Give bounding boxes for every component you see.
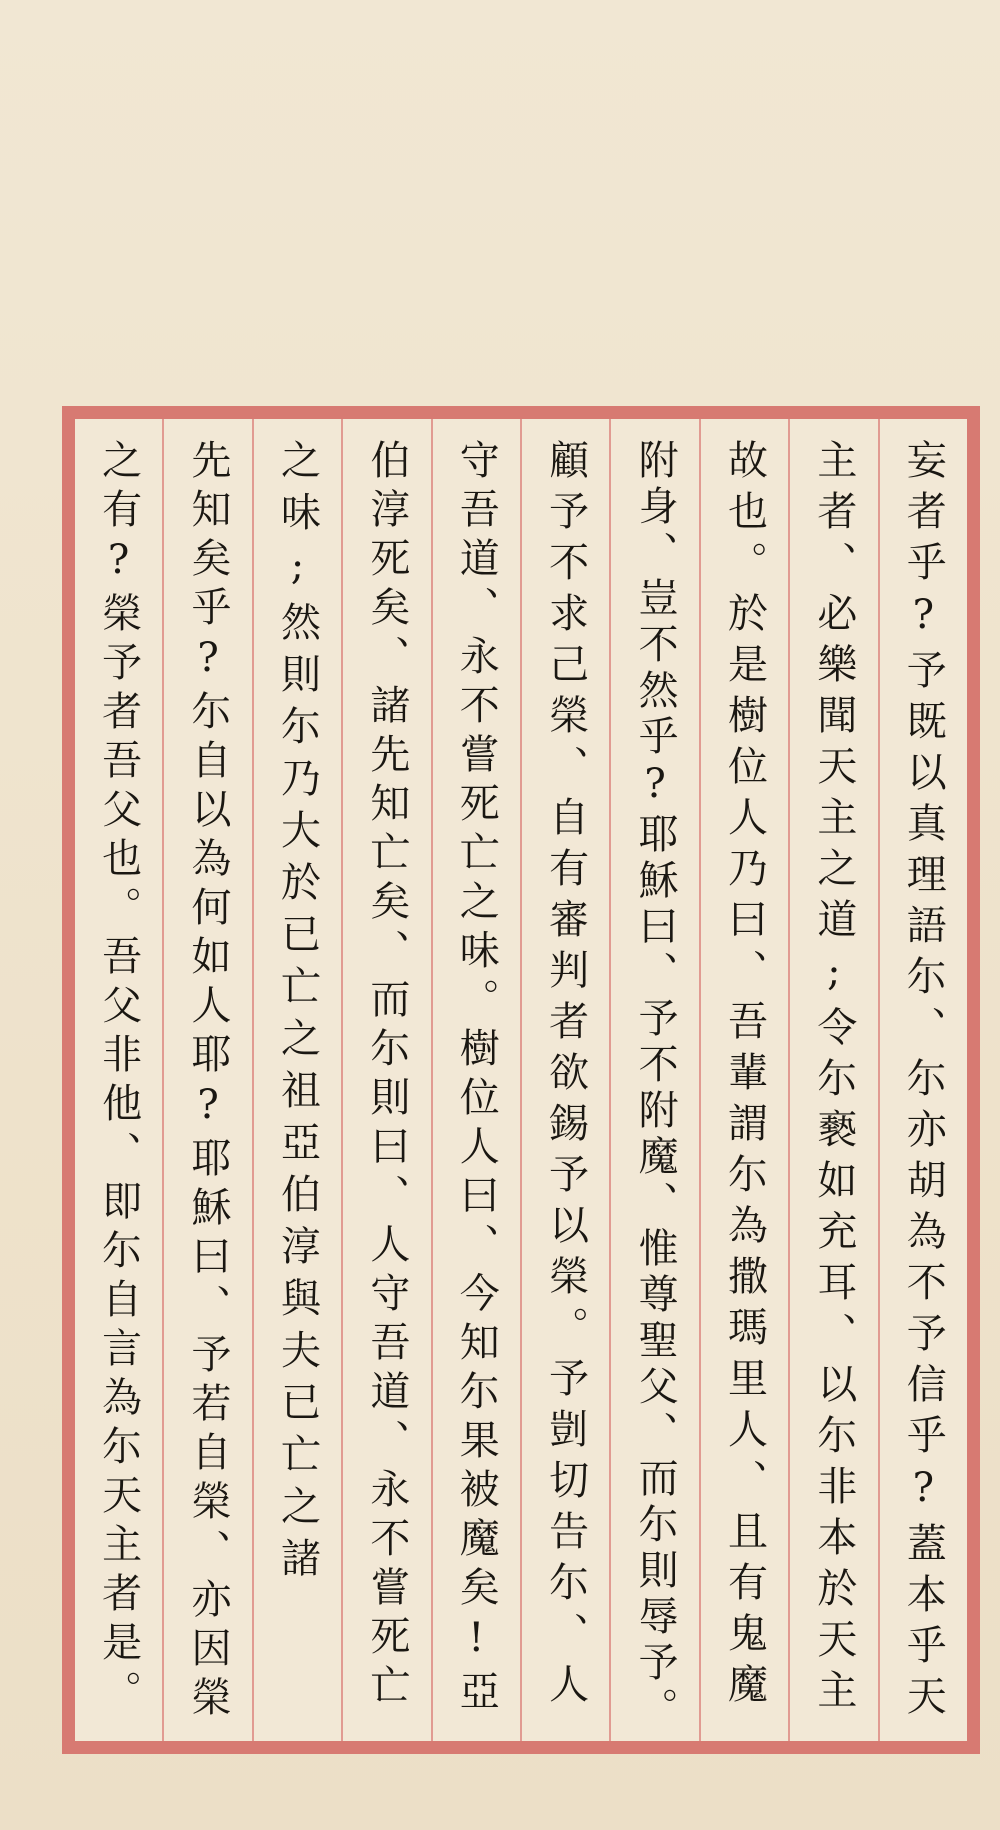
text-column-2 xyxy=(788,419,877,1741)
text-column-9 xyxy=(162,419,251,1741)
text-column-3 xyxy=(699,419,788,1741)
text-frame xyxy=(62,406,980,1754)
text-columns xyxy=(75,419,967,1741)
column-text: 故也。於是樹位人乃曰、吾輩謂尓為撒瑪里人、且有鬼魔 xyxy=(721,439,768,1714)
column-text: 主者、必樂聞天主之道;令尓褻如充耳、以尓非本於天主 xyxy=(810,439,857,1720)
column-text: 妄者乎?予既以真理語尓、尓亦胡為不予信乎?蓋本乎天 xyxy=(900,439,947,1726)
text-column-5 xyxy=(520,419,609,1741)
column-text: 先知矣乎?尓自以為何如人耶?耶穌曰、予若自榮、亦因榮 xyxy=(185,439,232,1725)
column-text: 附身、豈不然乎?耶穌曰、予不附魔、惟尊聖父、而尓則辱予。 xyxy=(632,439,679,1733)
column-text: 守吾道、永不嘗死亡之味。樹位人曰、今知尓果被魔矣!亞 xyxy=(453,439,500,1719)
column-text: 之味;然則尓乃大於已亡之祖亞伯淳與夫已亡之諸 xyxy=(274,439,321,1589)
text-column-6 xyxy=(431,419,520,1741)
column-text: 之有?榮予者吾父也。吾父非他、即尓自言為尓天主者是。 xyxy=(95,439,142,1719)
text-column-8 xyxy=(252,419,341,1741)
text-column-10 xyxy=(75,419,162,1741)
text-column-4 xyxy=(609,419,698,1741)
column-text: 顧予不求己榮、自有審判者欲錫予以榮。予剴切告尓、人 xyxy=(542,439,589,1714)
column-text: 伯淳死矣、諸先知亡矣、而尓則曰、人守吾道、永不嘗死亡 xyxy=(363,439,410,1713)
text-column-1 xyxy=(878,419,967,1741)
text-column-7 xyxy=(341,419,430,1741)
